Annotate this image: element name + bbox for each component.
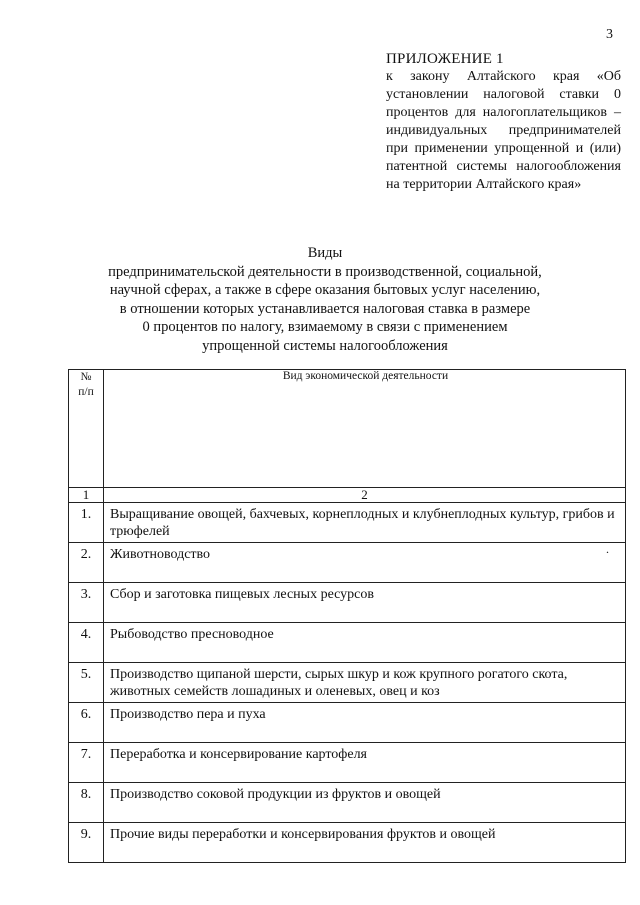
- heading-line: 0 процентов по налогу, взимаемому в связи с применением: [142, 319, 508, 335]
- heading-line: предпринимательской деятельности в производственной, социальной,: [108, 263, 542, 280]
- row-activity: Выращивание овощей, бахчевых, корнеплодных и клубнеплодных культур, грибов и трюфелей: [104, 503, 626, 543]
- row-num: 8.: [69, 783, 104, 823]
- table-row: [69, 743, 626, 783]
- row-activity: Переработка и консервирование картофеля: [104, 743, 626, 783]
- header-num-symbol: №: [80, 371, 92, 383]
- header-num-abbr: п/п: [78, 386, 94, 398]
- activities-table: [68, 369, 626, 863]
- row-activity: Прочие виды переработки и консервирования фруктов и овощей: [104, 823, 626, 863]
- heading-line: в отношении которых устанавливается налоговая ставка в размере: [119, 300, 531, 317]
- table-row: [69, 583, 626, 623]
- row-activity: Рыбоводство пресноводное: [104, 623, 626, 663]
- row-activity: Производство соковой продукции из фруктов и овощей: [104, 783, 626, 823]
- row-activity: Производство пера и пуха: [104, 703, 626, 743]
- row-num: 2.: [69, 543, 104, 583]
- table-header-row: [69, 370, 626, 488]
- row-num: 1.: [69, 503, 104, 543]
- heading-line: Виды: [307, 245, 343, 261]
- document-heading: [90, 244, 560, 355]
- row-num: 6.: [69, 703, 104, 743]
- table-row: [69, 783, 626, 823]
- table-row: [69, 703, 626, 743]
- appendix-title: ПРИЛОЖЕНИЕ 1: [386, 51, 504, 67]
- row-activity: Сбор и заготовка пищевых лесных ресурсов: [104, 583, 626, 623]
- row-num: 4.: [69, 623, 104, 663]
- header-num-cell: [69, 370, 104, 488]
- row-activity: Животноводство: [104, 543, 626, 583]
- heading-line: научной сферах, а также в сфере оказания бытовых услуг населению,: [109, 282, 541, 298]
- row-num: 9.: [69, 823, 104, 863]
- row-activity: Производство щипаной шерсти, сырых шкур и кож крупного рогатого скота, животных семейств лошадиных и оленевых, овец и коз: [104, 663, 626, 703]
- table-row: [69, 543, 626, 583]
- stray-dot-mark: .: [606, 542, 609, 556]
- table-row: [69, 503, 626, 543]
- row-num: 5.: [69, 663, 104, 703]
- index-cell-2: 2: [104, 488, 626, 503]
- appendix-text: к закону Алтайского края «Об установлении налоговой ставки 0 процентов для налогоплательщиков – индивидуальных предпринимателей при применении упрощенной и (или) патентной системы налогообложения на территории Алтайского края»: [386, 69, 621, 192]
- table-row: [69, 823, 626, 863]
- table-index-row: [69, 488, 626, 503]
- appendix-block: [386, 50, 621, 194]
- table-row: [69, 663, 626, 703]
- header-name-cell: Вид экономической деятельности: [104, 370, 626, 488]
- row-num: 3.: [69, 583, 104, 623]
- heading-line: упрощенной системы налогообложения: [202, 337, 448, 354]
- page-number: 3: [606, 27, 613, 42]
- row-num: 7.: [69, 743, 104, 783]
- index-cell-1: 1: [69, 488, 104, 503]
- table-row: [69, 623, 626, 663]
